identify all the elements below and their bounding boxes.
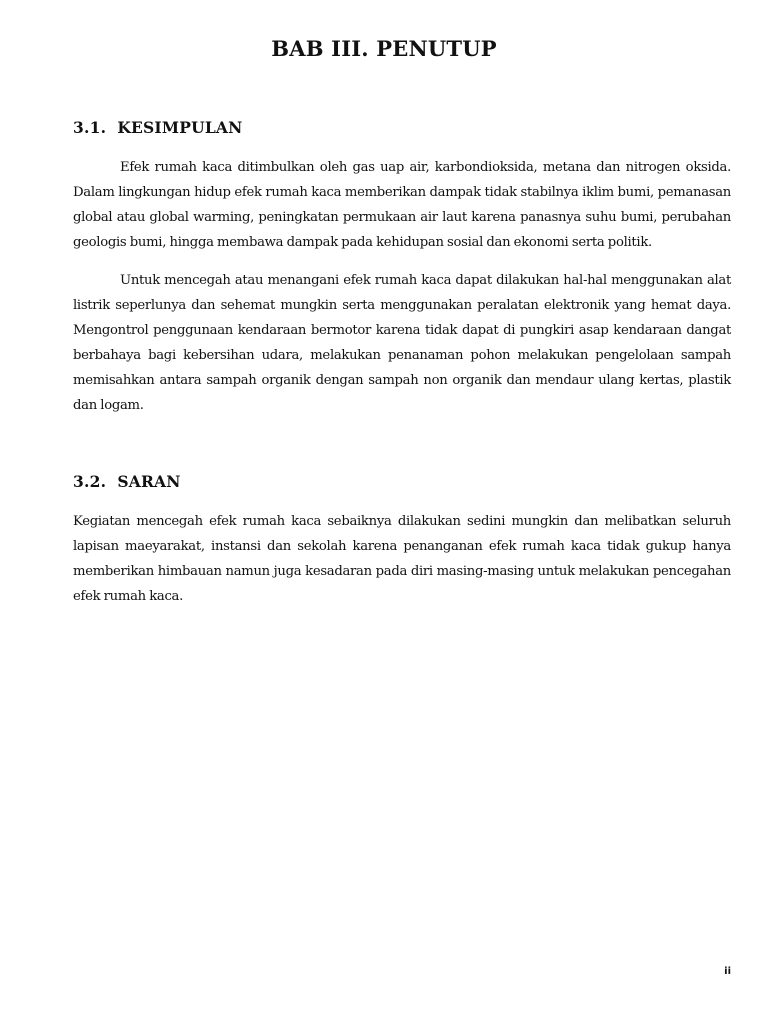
section-heading-saran: 3.2. SARAN [73, 472, 181, 491]
saran-paragraph-1: Kegiatan mencegah efek rumah kaca sebaiknya dilakukan sedini mungkin dan melibatkan seluruh lapisan maeyarakat, instansi dan sekolah karena penanganan efek rumah kaca tidak gukup hanya memberikan himbauan namun juga kesadaran pada diri masing-masing untuk melakukan pencegahan efek rumah kaca. [73, 514, 731, 604]
page-number: ii [724, 966, 731, 977]
chapter-title: BAB III. PENUTUP [271, 36, 497, 61]
kesimpulan-paragraph-2: Untuk mencegah atau menangani efek rumah kaca dapat dilakukan hal-hal menggunakan alat listrik seperlunya dan sehemat mungkin serta menggunakan peralatan elektronik yang hemat daya. Mengontrol penggunaan kendaraan bermotor karena tidak dapat di pungkiri asap kendaraan dangat berbahaya bagi kebersihan udara, melakukan penanaman pohon melakukan pengelolaan sampah memisahkan antara sampah organik dengan sampah non organik dan mendaur ulang kertas, plastik dan logam. [73, 273, 731, 413]
section-heading-kesimpulan: 3.1. KESIMPULAN [73, 118, 243, 137]
kesimpulan-paragraph-1: Efek rumah kaca ditimbulkan oleh gas uap air, karbondioksida, metana dan nitrogen oksida. Dalam lingkungan hidup efek rumah kaca memberikan dampak tidak stabilnya iklim bumi, pemanasan global atau global warming, peningkatan permukaan air laut karena panasnya suhu bumi, perubahan geologis bumi, hingga membawa dampak pada kehidupan sosial dan ekonomi serta politik. [73, 160, 731, 250]
